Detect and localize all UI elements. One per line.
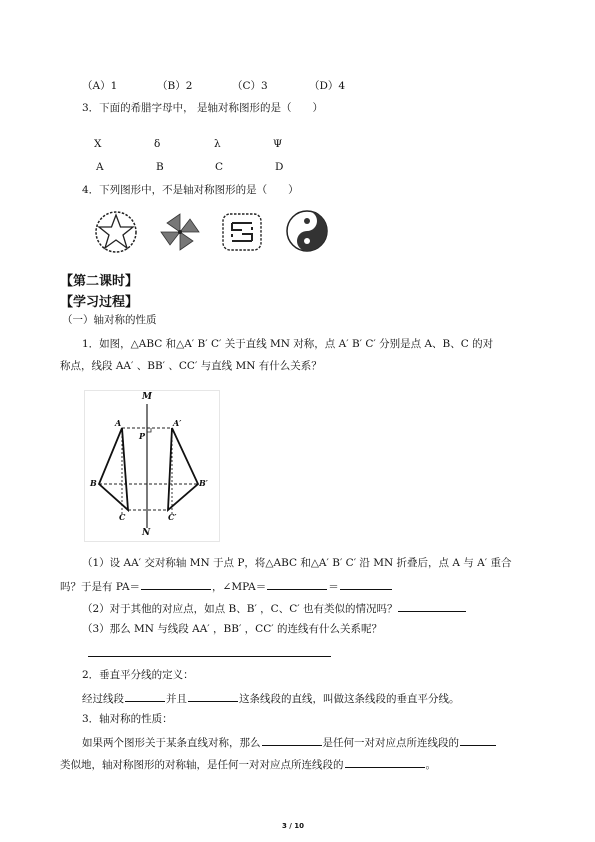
- page-number: 3 / 10: [282, 822, 305, 830]
- answer-blank-pa[interactable]: [141, 578, 211, 590]
- label-m: M: [142, 392, 152, 402]
- greek-letter-c: λ: [214, 138, 221, 150]
- p2-text-c: 这条线段的直线，叫做这条线段的垂直平分线。: [239, 693, 460, 705]
- question-4: 4．下列图形中，不是轴对称图形的是（ ）: [82, 184, 299, 196]
- part-1-title: （一）轴对称的性质: [62, 314, 157, 326]
- symmetry-figure: [84, 390, 220, 542]
- paragraph-2-definition: [82, 690, 460, 706]
- sub-question-1-line-2: [60, 578, 393, 594]
- answer-blank-bisector[interactable]: [460, 734, 496, 746]
- p3-text-c: 类似地，轴对称图形的对称轴，是任何一对对应点所连线段的: [60, 759, 344, 771]
- answer-blank-axis-figure[interactable]: [345, 756, 425, 768]
- sub-question-2: [82, 600, 467, 616]
- label-n: N: [142, 528, 151, 538]
- pinwheel-icon: [157, 211, 203, 253]
- p3-text-d: 。: [425, 759, 436, 771]
- p2-text-b: 并且: [166, 693, 187, 705]
- p3-text-b: 是任何一对对应点所连线段的: [322, 737, 459, 749]
- option-b: （B）2: [157, 80, 193, 92]
- option-c: （C）3: [232, 80, 268, 92]
- answer-blank-sub2[interactable]: [398, 600, 466, 612]
- label-b: B: [90, 478, 97, 488]
- star-in-circle-icon: [94, 210, 138, 254]
- p3-text-a: 如果两个图形关于某条直线对称，那么: [82, 737, 261, 749]
- answer-blank-angle-2[interactable]: [340, 578, 392, 590]
- label-a: A: [115, 418, 122, 428]
- greek-letter-b: δ: [154, 138, 161, 150]
- paragraph-1-line-1: 1．如图，△ABC 和△A′ B′ C′ 关于直线 MN 对称，点 A′ B′ C′ 分别是点 A、B、C 的对: [82, 338, 494, 350]
- section-process-header: 【学习过程】: [60, 295, 139, 310]
- answer-blank-perpendicular[interactable]: [188, 690, 238, 702]
- paragraph-2-title: 2．垂直平分线的定义：: [82, 669, 194, 681]
- paragraph-3-title: 3．轴对称的性质：: [82, 713, 173, 725]
- maze-square-icon: [220, 211, 264, 253]
- sub-question-1-line-1: （1）设 AA′ 交对称轴 MN 于点 P，将△ABC 和△A′ B′ C′ 沿 MN 折叠后，点 A 与 A′ 重合: [82, 557, 512, 569]
- question-3: 3．下面的希腊字母中， 是轴对称图形的是（ ）: [82, 102, 324, 114]
- yin-yang-icon: [284, 208, 330, 254]
- paragraph-3-line-2: [60, 756, 436, 772]
- sub2-text: （2）对于其他的对应点，如点 B、B′ ，C、C′ 也有类似的情况吗？: [82, 603, 398, 615]
- option-d: （D）4: [309, 80, 346, 92]
- greek-letter-a: Χ: [94, 138, 102, 150]
- sub-question-3: （3）那么 MN 与线段 AA′ ，BB′ ，CC′ 的连线有什么关系呢？: [82, 623, 382, 635]
- answer-blank-midpoint[interactable]: [125, 690, 165, 702]
- answer-blank-angle-1[interactable]: [267, 578, 327, 590]
- letter-label-c: C: [215, 161, 224, 173]
- label-p: P: [139, 431, 146, 441]
- sub1-text-b: ，∠MPA＝: [212, 581, 267, 593]
- label-c-prime: C′: [168, 512, 177, 522]
- label-a-prime: A′: [173, 418, 182, 428]
- sub1-text-a: 吗？于是有 PA＝: [60, 581, 141, 593]
- letter-label-b: B: [156, 161, 164, 173]
- letter-label-d: D: [275, 161, 284, 173]
- label-b-prime: B′: [199, 478, 208, 488]
- sub1-text-c: ＝: [328, 581, 339, 593]
- section-lesson-header: 【第二课时】: [60, 274, 139, 289]
- answer-line-sub3[interactable]: [88, 656, 331, 657]
- p2-text-a: 经过线段: [82, 693, 124, 705]
- paragraph-3-line-1: [82, 734, 497, 750]
- option-a: （A）1: [82, 80, 118, 92]
- letter-label-a: A: [96, 161, 104, 173]
- greek-letter-d: Ψ: [273, 138, 283, 150]
- paragraph-1-line-2: 称点，线段 AA′ 、BB′ 、CC′ 与直线 MN 有什么关系？: [60, 360, 322, 372]
- answer-blank-axis[interactable]: [262, 734, 322, 746]
- label-c: C: [119, 512, 126, 522]
